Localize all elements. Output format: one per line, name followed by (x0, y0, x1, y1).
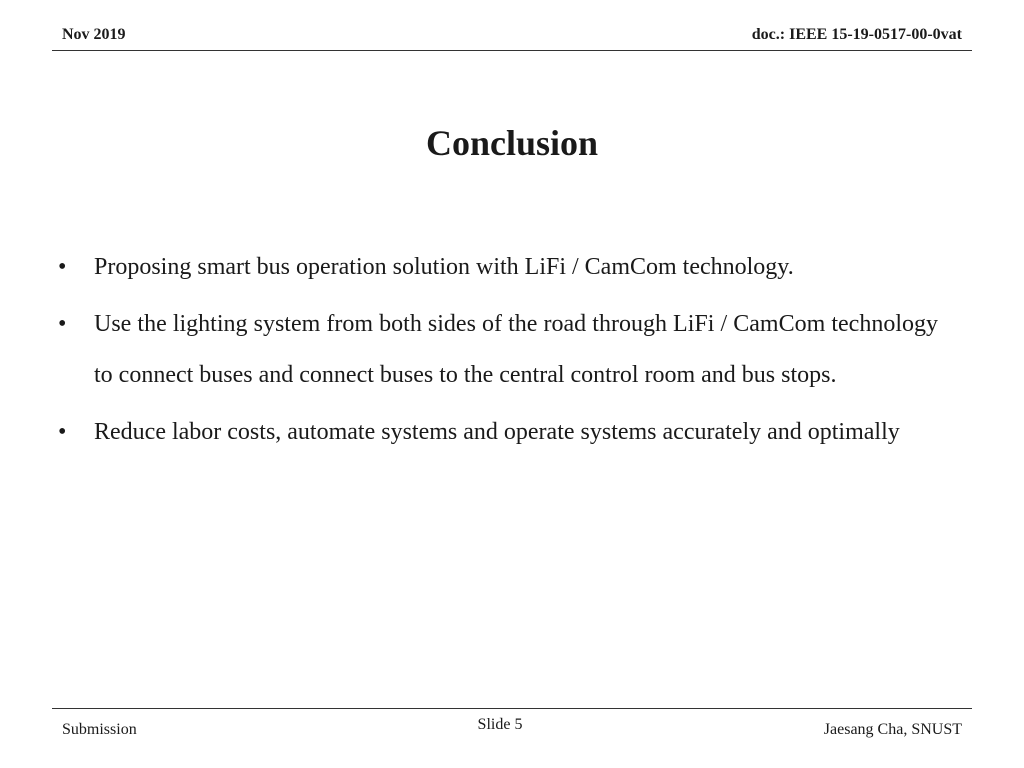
footer-submission: Submission (62, 721, 137, 738)
bullet-item (58, 299, 938, 401)
footer-divider (52, 708, 972, 709)
footer-author: Jaesang Cha, SNUST (823, 721, 962, 738)
header-doc-id: doc.: IEEE 15-19-0517-00-0vat (751, 26, 962, 43)
bullet-text: Proposing smart bus operation solution with LiFi / CamCom technology. (94, 254, 794, 280)
bullet-text: Reduce labor costs, automate systems and operate systems accurately and optimally (94, 419, 900, 445)
bullet-text: Use the lighting system from both sides of the road through LiFi / CamCom technology to connect buses and connect buses to the central control room and bus stops. (94, 311, 938, 388)
bullet-marker: • (58, 311, 67, 337)
slide-title: Conclusion (425, 123, 599, 163)
bullet-item (58, 242, 938, 293)
header-date: Nov 2019 (62, 26, 126, 43)
bullet-marker: • (58, 254, 67, 280)
slide-number: Slide 5 (477, 716, 523, 733)
bullet-list (58, 242, 938, 464)
bullet-item (58, 407, 938, 458)
header-divider (52, 50, 972, 51)
bullet-marker: • (58, 419, 67, 445)
